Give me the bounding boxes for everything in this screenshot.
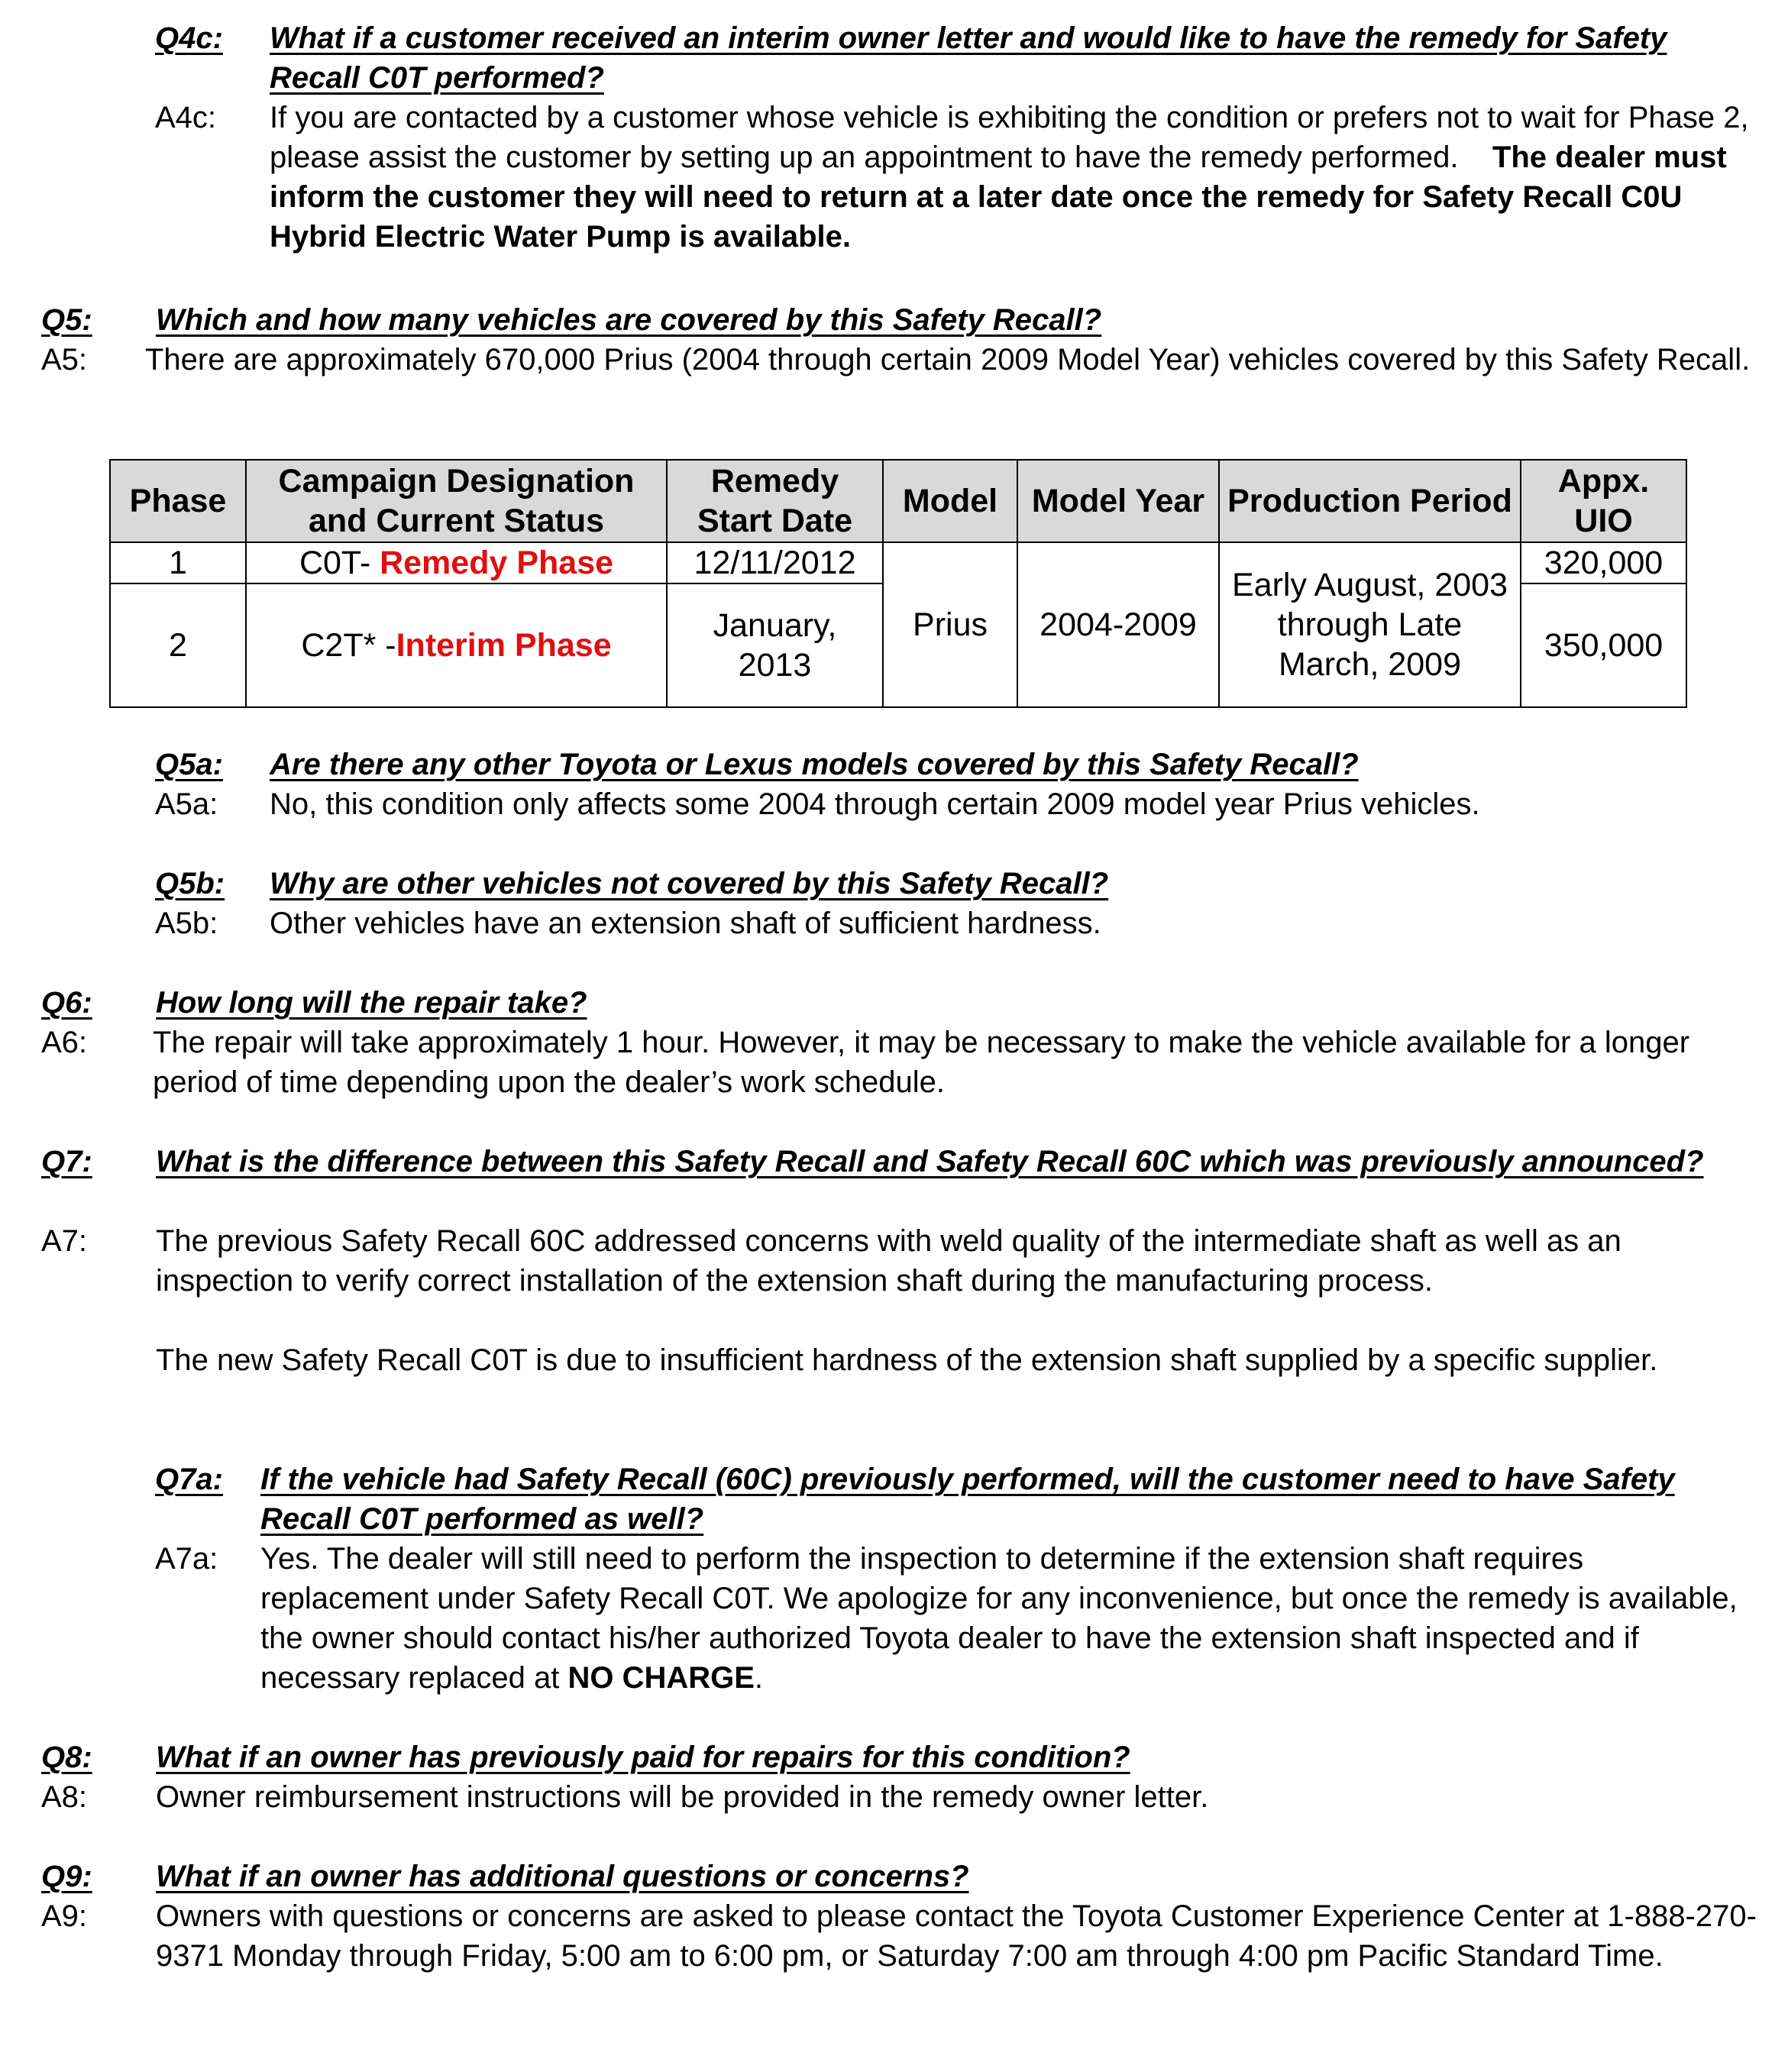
question-text: What if an owner has additional questions or concerns? xyxy=(156,1860,969,1893)
answer-label: A9: xyxy=(41,1899,88,1933)
answer-body: Yes. The dealer will still need to perform the inspection to determine if the extension shaft requires replacement under Safety Recall C0T. We apologize for any inconvenience, but once the remedy is available, the owner should contact his/her authorized Toyota dealer to have the extension shaft inspected and if necessary replaced at xyxy=(260,1542,1738,1695)
answer-text: No, this condition only affects some 2004 through certain 2009 model year Prius vehicles. xyxy=(270,787,1480,821)
question-text: How long will the repair take? xyxy=(156,986,587,1020)
answer-text xyxy=(270,98,1759,257)
cell-start-date: 12/11/2012 xyxy=(667,542,883,583)
question-label: Q8: xyxy=(41,1741,92,1774)
cell-model-year: 2004-2009 xyxy=(1017,542,1219,707)
table-row xyxy=(110,542,1686,583)
answer-label: A8: xyxy=(41,1780,88,1814)
header-production-period: Production Period xyxy=(1219,460,1521,542)
status-text: Interim Phase xyxy=(396,627,612,664)
header-campaign-designation: Campaign Designation and Current Status xyxy=(246,460,667,542)
header-phase: Phase xyxy=(110,460,246,542)
answer-text: There are approximately 670,000 Prius (2004 through certain 2009 Model Year) vehicles covered by this Safety Recall. xyxy=(145,343,1751,377)
header-model-year: Model Year xyxy=(1017,460,1219,542)
start-date-text: January, 2013 xyxy=(713,607,837,684)
question-label: Q5: xyxy=(41,303,92,337)
cell-designation xyxy=(246,542,667,583)
header-model: Model xyxy=(883,460,1017,542)
answer-label: A7a: xyxy=(155,1542,218,1576)
answer-body: If you are contacted by a customer whose vehicle is exhibiting the condition or prefers not to wait for Phase 2, please assist the customer by setting up an appointment to have the remedy performed. xyxy=(270,101,1749,174)
cell-designation xyxy=(246,583,667,707)
question-text: What is the difference between this Safety Recall and Safety Recall 60C which was previously announced? xyxy=(156,1145,1704,1178)
table-header-row xyxy=(110,460,1686,542)
cell-model: Prius xyxy=(883,542,1017,707)
answer-label: A5b: xyxy=(155,907,218,940)
recall-phase-table xyxy=(109,459,1687,708)
answer-text xyxy=(260,1539,1759,1698)
question-text: Which and how many vehicles are covered by this Safety Recall? xyxy=(156,303,1102,337)
cell-production-period: Early August, 2003 through Late March, 2009 xyxy=(1219,542,1521,707)
answer-text: The previous Safety Recall 60C addressed concerns with weld quality of the intermediate shaft as well as an inspection to verify correct installation of the extension shaft during the manufacturing process. xyxy=(156,1224,1621,1298)
question-text: What if an owner has previously paid for repairs for this condition? xyxy=(156,1741,1130,1774)
status-text: Remedy Phase xyxy=(380,545,614,581)
answer-emphasis: NO CHARGE xyxy=(567,1661,755,1695)
answer-text: The repair will take approximately 1 hour. However, it may be necessary to make the vehicle available for a longer period of time depending upon the dealer’s work schedule. xyxy=(153,1026,1690,1099)
cell-start-date xyxy=(667,583,883,707)
question-label: Q7: xyxy=(41,1145,92,1178)
question-text: Why are other vehicles not covered by this Safety Recall? xyxy=(270,867,1109,900)
answer-end: . xyxy=(754,1661,764,1695)
answer-text: Other vehicles have an extension shaft of sufficient hardness. xyxy=(270,907,1101,940)
cell-phase: 1 xyxy=(110,542,246,583)
cell-uio: 350,000 xyxy=(1521,583,1686,707)
question-label: Q5a: xyxy=(155,748,223,781)
question-label: Q4c: xyxy=(155,21,223,55)
answer-label: A5: xyxy=(41,343,88,377)
designation-code: C0T- xyxy=(299,545,380,581)
question-text: Are there any other Toyota or Lexus models covered by this Safety Recall? xyxy=(270,748,1359,781)
answer-text-2: The new Safety Recall C0T is due to insufficient hardness of the extension shaft supplied by a specific supplier. xyxy=(156,1343,1658,1377)
answer-text: Owners with questions or concerns are asked to please contact the Toyota Customer Experience Center at 1-888-270-9371 Monday through Friday, 5:00 am to 6:00 pm, or Saturday 7:00 am through 4:00 pm Pacific Standard Time. xyxy=(156,1899,1757,1973)
question-label: Q5b: xyxy=(155,867,225,900)
question-text: If the vehicle had Safety Recall (60C) previously performed, will the customer need to have Safety Recall C0T performed as well? xyxy=(260,1463,1675,1536)
answer-label: A6: xyxy=(41,1026,88,1059)
answer-text: Owner reimbursement instructions will be provided in the remedy owner letter. xyxy=(156,1780,1209,1814)
question-text: What if a customer received an interim owner letter and would like to have the remedy for Safety Recall C0T performed? xyxy=(270,21,1667,95)
answer-label: A5a: xyxy=(155,787,218,821)
answer-emphasis: The dealer must inform the customer they will need to return at a later date once the remedy for Safety Recall C0U Hybrid Electric Water Pump is available. xyxy=(270,141,1727,254)
answer-label: A4c: xyxy=(155,101,217,134)
question-label: Q9: xyxy=(41,1860,92,1893)
answer-label: A7: xyxy=(41,1224,88,1258)
header-appx-uio: Appx. UIO xyxy=(1521,460,1686,542)
question-label: Q6: xyxy=(41,986,92,1020)
header-remedy-start-date: Remedy Start Date xyxy=(667,460,883,542)
designation-code: C2T* - xyxy=(301,627,396,664)
cell-phase: 2 xyxy=(110,583,246,707)
question-label: Q7a: xyxy=(155,1463,223,1496)
cell-uio: 320,000 xyxy=(1521,542,1686,583)
